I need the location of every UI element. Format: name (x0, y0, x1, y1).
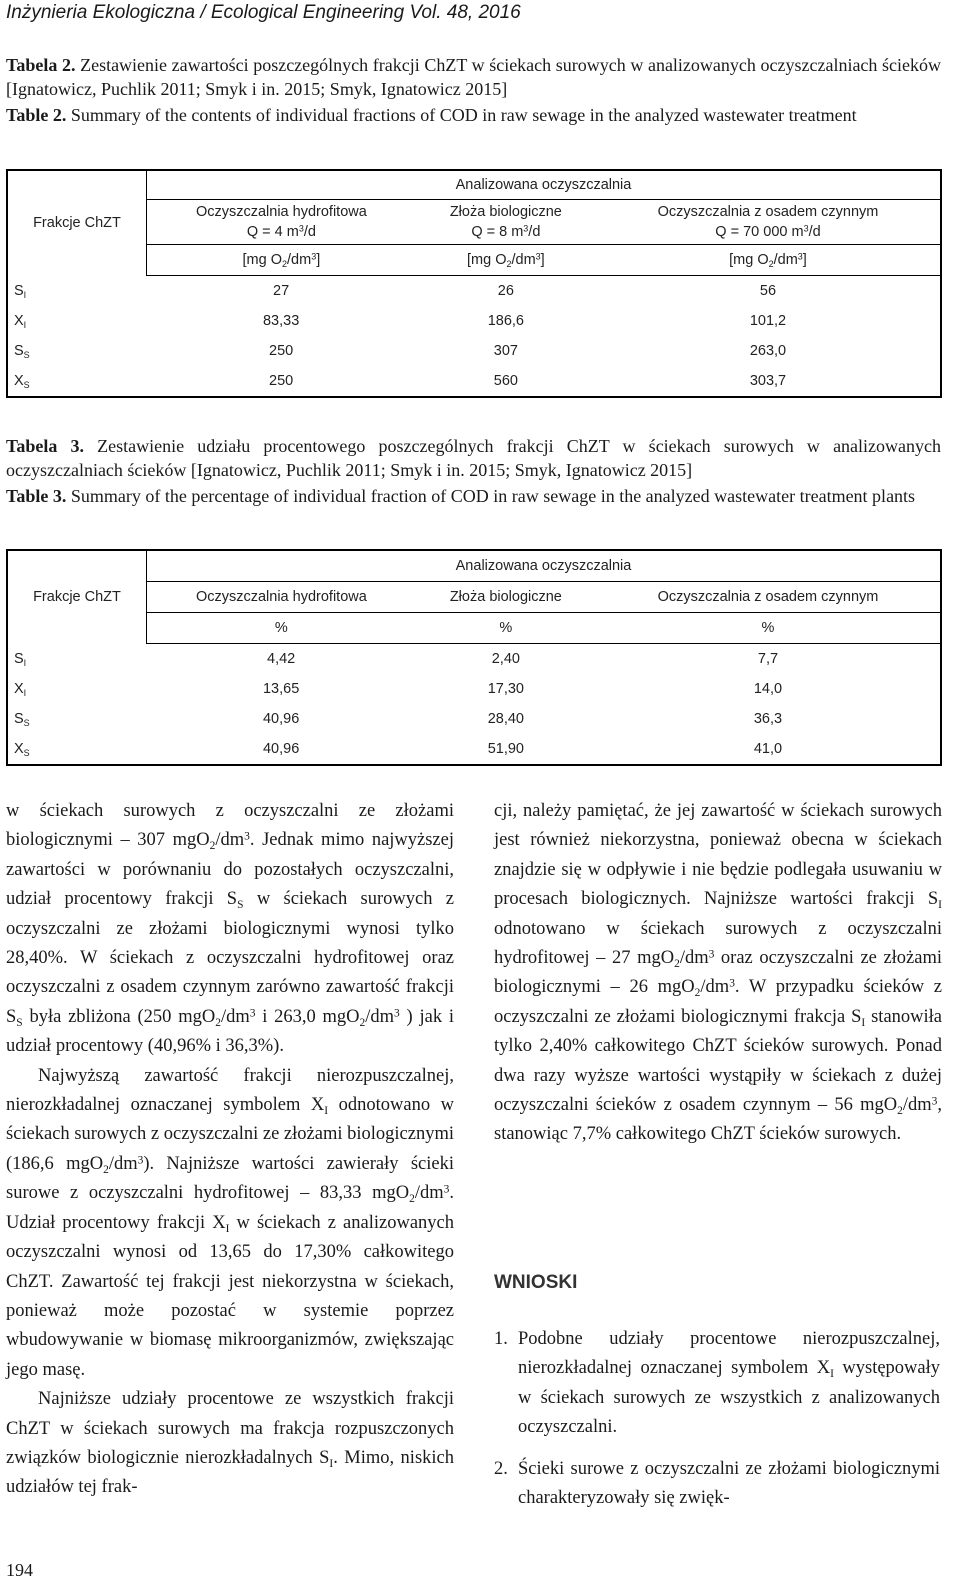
table3-label-pl: Tabela 3. (6, 436, 85, 456)
table-cell: 41,0 (753, 741, 783, 757)
table2-caption-pl (6, 53, 941, 101)
table-cell: 40,96 (262, 741, 300, 757)
table2-label-pl: Tabela 2. (6, 55, 76, 75)
table-cell: 560 (493, 373, 518, 389)
fraction-subscript: I (23, 289, 27, 300)
table2-plant-2-name: Złoża biologiczne (449, 204, 562, 220)
table3-group-header: Analizowana oczyszczalnia (147, 550, 942, 582)
table3-caption-pl (6, 434, 941, 482)
table2-plant-2 (416, 200, 596, 245)
unit-c: ] (316, 252, 321, 268)
table3-plant-2: Złoża biologiczne (416, 582, 596, 613)
table-cell: 250 (269, 373, 294, 389)
fraction-subscript: S (23, 380, 30, 391)
unit-a: [mg O (242, 252, 283, 268)
table-cell: 14,0 (753, 681, 783, 697)
fraction-symbol: X (14, 681, 24, 697)
table2 (6, 169, 942, 398)
table3-label-en: Table 3. (6, 486, 67, 506)
unit-c: ] (802, 252, 807, 268)
fraction-label (7, 674, 147, 704)
fraction-subscript: I (23, 657, 27, 668)
table-row (7, 674, 941, 704)
table3-caption-pl-text: Zestawienie udziału procentowego poszczególnych frakcji ChZT w ściekach surowych w analizowanych oczyszczalniach ścieków [Ignatowicz, Puchlik 2011; Smyk i in. 2015; Smyk, Ignatowicz 2015] (6, 436, 942, 480)
unit-c: ] (540, 252, 545, 268)
table3-caption (6, 434, 941, 508)
fraction-symbol: S (14, 711, 24, 727)
fraction-subscript: I (23, 688, 27, 699)
unit-sup: 3 (535, 251, 541, 262)
fraction-subscript: S (23, 718, 30, 729)
table3-caption-en (6, 484, 941, 508)
table-cell: 83,33 (262, 313, 300, 329)
table2-group-header: Analizowana oczyszczalnia (147, 170, 942, 200)
conclusion-text: Podobne udziały procentowe nierozpuszczalnej, nierozkładalnej oznaczanej symbolem $X_I$ występowały w ściekach surowych ze wszystkich z analizowanych oczyszczalni. (518, 1329, 941, 1438)
table-cell: 28,40 (487, 711, 524, 727)
table-cell: 13,65 (262, 681, 300, 697)
table-cell: 27 (273, 283, 290, 299)
table-row (7, 276, 941, 307)
body-paragraph: Najniższe udziały procentowe ze wszystkich frakcji ChZT w ściekach surowych ma frakcja rozpuszczonych związków biologicznie nierozkładalnych $S_I$. Mimo, niskich udziałów tej frak- (6, 1389, 454, 1498)
fraction-label (7, 366, 147, 397)
table-cell: 7,7 (757, 651, 779, 667)
wnioski-heading: WNIOSKI (494, 1272, 578, 1293)
unit-b: /dm (511, 252, 536, 268)
table2-plant-3 (596, 200, 941, 245)
fraction-subscript: S (23, 350, 30, 361)
body-paragraph: w ściekach surowych z oczyszczalni ze złożami biologicznymi – 307 $mgO_2/dm^3$. Jednak mimo najwyższej zawartości w porównaniu do pozostałych oczyszczalni, udział procentowy frakcji $S_S$ w ściekach surowych z oczyszczalni ze złożami biologicznymi wynosi tylko 28,40%. W ściekach z oczyszczalni hydrofitowej oraz oczyszczalni z osadem czynnym zarówno zawartość frakcji $S_S$ była zbliżona (250 $mgO_2/dm^3$ i 263,0 $mgO_2/dm^3$ ) jak i udział procentowy (40,96% i 36,3%). (6, 801, 454, 1057)
table2-plant-3-name: Oczyszczalnia z osadem czynnym (657, 204, 879, 220)
table2-plant-3-flow: Q = 70 000 m (715, 224, 804, 240)
table-cell: 101,2 (749, 313, 787, 329)
table2-caption-pl-text: Zestawienie zawartości poszczególnych frakcji ChZT w ściekach surowych w analizowanych oczyszczalniach ścieków [Ignatowicz, Puchlik 2011; Smyk i in. 2015; Smyk, Ignatowicz 2015] (6, 55, 942, 99)
unit-b: /dm (773, 252, 798, 268)
unit-sub: 2 (768, 259, 774, 270)
table2-plant-2-flow-sup: 3 (523, 223, 529, 234)
unit-b: /dm (287, 252, 312, 268)
fraction-symbol: S (14, 282, 24, 299)
table-cell: 36,3 (753, 711, 783, 727)
table2-plant-1-flow-sup: 3 (298, 223, 304, 234)
body-paragraph: Najwyższą zawartość frakcji nierozpuszczalnej, nierozkładalnej oznaczanej symbolem $X_I$ odnotowano w ściekach surowych z oczyszczalni ze złożami biologicznymi (186,6 $mgO_2/dm^3$). Najniższe wartości zawierały ścieki surowe z oczyszczalni hydrofitowej – 83,33 $mgO_2/dm^3$. Udział procentowy frakcji $X_I$ w ściekach z analizowanych oczyszczalni wynosi od 13,65 do 17,30% całkowitego ChZT. Zawartość tej frakcji jest niekorzystna w ściekach, ponieważ może pozostać w systemie poprzez wbudowywanie w biomasę mikroorganizmów, zwiększając jego masę. (6, 1065, 455, 1380)
table-cell: 4,42 (267, 651, 296, 667)
table2-plant-2-flow: Q = 8 m (471, 224, 524, 240)
table-cell: 250 (269, 343, 294, 359)
table3-unit-1: % (147, 613, 416, 644)
table-cell: 17,30 (487, 681, 524, 697)
table2-caption-en (6, 103, 941, 127)
unit-sup: 3 (797, 251, 803, 262)
unit-sup: 3 (311, 251, 317, 262)
fraction-symbol: X (14, 373, 24, 389)
table2-plant-1-name: Oczyszczalnia hydrofitowa (195, 204, 367, 220)
table-row (7, 644, 941, 675)
table-cell: 40,96 (262, 711, 300, 727)
table-cell: 263,0 (749, 343, 787, 359)
table2-plant-3-flow-tail: /d (808, 224, 821, 240)
conclusion-item (494, 1455, 940, 1514)
table2-unit-2 (416, 245, 596, 276)
table-cell: 303,7 (749, 373, 787, 389)
fraction-label (7, 276, 147, 307)
table-row (7, 366, 941, 397)
table2-plant-3-flow-sup: 3 (803, 223, 809, 234)
table2-unit-3 (596, 245, 941, 276)
conclusion-number: 1. (494, 1329, 508, 1349)
fraction-symbol: S (14, 343, 24, 359)
table-cell: 186,6 (487, 313, 524, 329)
table2-plant-1 (147, 200, 416, 245)
table2-unit-1 (147, 245, 416, 276)
body-column-right (494, 797, 942, 1150)
body-column-left (6, 797, 454, 1503)
table2-label-en: Table 2. (6, 105, 67, 125)
table-cell: 26 (497, 283, 514, 299)
table3-plant-1: Oczyszczalnia hydrofitowa (147, 582, 416, 613)
table3-unit-2: % (416, 613, 596, 644)
table3-plant-3: Oczyszczalnia z osadem czynnym (596, 582, 941, 613)
table-cell: 51,90 (487, 741, 524, 757)
table-row (7, 336, 941, 366)
fraction-label (7, 644, 147, 675)
conclusion-number: 2. (494, 1459, 508, 1479)
fraction-label (7, 306, 147, 336)
table2-plant-1-flow-tail: /d (303, 224, 316, 240)
table2-caption (6, 53, 941, 127)
unit-sub: 2 (282, 259, 288, 270)
unit-sub: 2 (506, 259, 512, 270)
table-row (7, 306, 941, 336)
fraction-subscript: I (23, 320, 27, 331)
fraction-label (7, 336, 147, 366)
unit-a: [mg O (467, 252, 507, 268)
table-cell: 2,40 (491, 651, 520, 667)
fraction-symbol: X (14, 313, 24, 329)
table-cell: 56 (759, 283, 777, 299)
table3-caption-en-text: Summary of the percentage of individual fraction of COD in raw sewage in the analyzed wastewater treatment plants (70, 486, 916, 506)
table3-fraction-header: Frakcje ChZT (7, 550, 147, 644)
table2-plant-2-flow-tail: /d (528, 224, 541, 240)
fraction-label (7, 704, 147, 734)
page-number: 194 (6, 1560, 33, 1580)
conclusion-item (494, 1325, 940, 1443)
table3-unit-3: % (596, 613, 941, 644)
journal-header: Inżynieria Ekologiczna / Ecological Engineering Vol. 48, 2016 (6, 2, 521, 23)
table3 (6, 549, 942, 766)
table-row (7, 704, 941, 734)
table-row (7, 734, 941, 765)
fraction-subscript: S (23, 748, 30, 759)
table-cell: 307 (493, 343, 518, 359)
table2-fraction-header: Frakcje ChZT (7, 170, 147, 276)
fraction-label (7, 734, 147, 765)
conclusion-text: Ścieki surowe z oczyszczalni ze złożami biologicznymi charakteryzowały się zwięk- (518, 1459, 940, 1509)
unit-a: [mg O (729, 252, 769, 268)
fraction-symbol: S (14, 650, 24, 667)
table2-plant-1-flow: Q = 4 m (246, 224, 299, 240)
body-paragraph: cji, należy pamiętać, że jej zawartość w ściekach surowych jest również niekorzystna, ponieważ obecna w ściekach znajdzie się w odpływie i nie będzie podlegała usuwaniu w procesach biologicznych. Najniższe wartości frakcji $S_I$ odnotowano w ściekach surowych z oczyszczalni hydrofitowej – 27 $mgO_2/dm^3$ oraz oczyszczalni ze złożami biologicznymi – 26 $mgO_2/dm^3$. W przypadku ścieków z oczyszczalni ze złożami biologicznymi frakcja $S_I$ stanowiła tylko 2,40% całkowitego ChZT ścieków surowych. Ponad dwa razy wyższe wartości wystąpiły w ściekach z dużej oczyszczalni ścieków z osadem czynnym – 56 $mgO_2/dm^3$, stanowiąc 7,7% całkowitego ChZT ścieków surowych. (494, 801, 943, 1145)
table2-caption-en-text: Summary of the contents of individual fractions of COD in raw sewage in the analyzed wastewater treatment (70, 105, 857, 125)
fraction-symbol: X (14, 741, 24, 757)
